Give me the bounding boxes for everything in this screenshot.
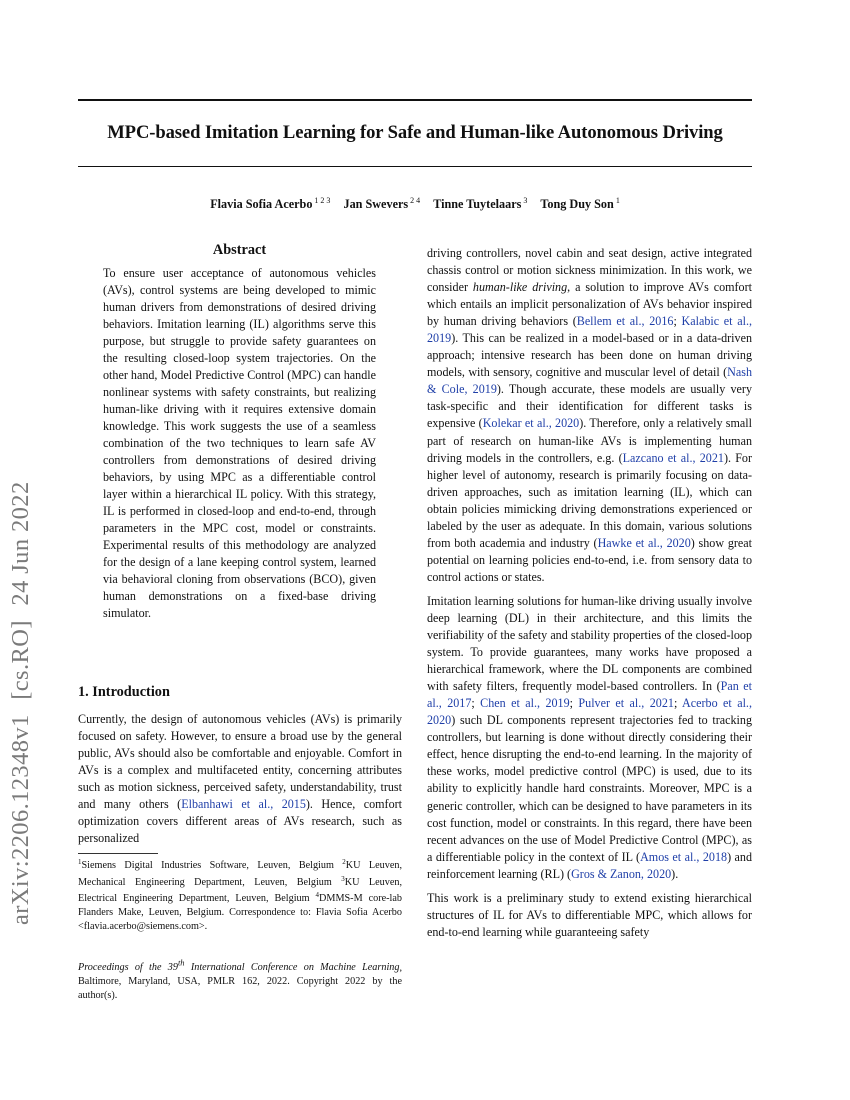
title-bottom-rule xyxy=(78,166,752,167)
arxiv-watermark xyxy=(1,225,41,925)
abstract-heading: Abstract xyxy=(212,242,267,258)
footnote-text: Siemens Digital Industries Software, Leuven, Belgium xyxy=(81,860,343,871)
body-text: ) such DL components represent trajectories fed to tracking controllers, but learning is done without directly considering their effect, hence disrupting the end-to-end learning. In the majority of these works, model predictive control (MPC) is used, due to its ability to explicitly handle hard constraints. Moreover, MPC is a generic controller, which can be designed to have parameters in its cost function, model or constraints. In this regard, there have been recent advances on the use of Model Predictive Control (MPC), as a differentiable policy in the context of IL ( xyxy=(427,713,752,864)
separator: ; xyxy=(471,696,481,711)
footnote-marker: 4 xyxy=(315,891,320,900)
affiliation-footnotes xyxy=(78,856,402,934)
body-text: ). For higher level of autonomy, research is primarily focusing on data-driven approaches, such as imitation learning (IL), which can obtain policies mimicking driving demonstrations experienced or labeled by the user as adequate. In this domain, various solutions from both academia and industry ( xyxy=(427,450,753,550)
emphasis-text: human-like driving xyxy=(472,280,568,295)
footnote-divider xyxy=(78,853,158,854)
body-text: ) and reinforcement learning (RL) ( xyxy=(427,849,753,881)
footnote-marker: 3 xyxy=(341,874,345,883)
footnote-marker: 1 xyxy=(78,858,82,866)
citation-link[interactable]: Elbanhawi et al., 2015 xyxy=(181,797,306,811)
intro-text: ). Hence, comfort optimization covers different areas of AVs research, such as personalized xyxy=(78,797,403,845)
proceedings-text: , Baltimore, Maryland, USA, PMLR 162, 2022. Copyright 2022 by the author(s). xyxy=(78,962,403,1001)
citation-link[interactable]: Kolekar et al., 2020 xyxy=(482,416,580,431)
proceedings-superscript: th xyxy=(177,958,185,968)
citation-link[interactable]: Pan et al., 2017 xyxy=(427,679,752,711)
author-affiliation: 1 2 3 xyxy=(314,196,331,205)
body-text: ). Therefore, only a relatively small part of research on human-like AVs is implementing human driving models in the controllers, e.g. ( xyxy=(427,416,752,465)
citation-link[interactable]: Hawke et al., 2020 xyxy=(597,535,691,550)
author-1 xyxy=(210,197,330,211)
citation-link[interactable]: Nash & Cole, 2019 xyxy=(427,365,752,397)
author-affiliation: 3 xyxy=(523,196,528,205)
body-text: ) show great potential on learning policies end-to-end, i.e. from sensory data to control actions or states. xyxy=(427,535,752,584)
arxiv-date: 24 Jun 2022 xyxy=(7,481,34,606)
body-text: ). This can be realized in a model-based or in a data-driven approach; intensive research has been done on human driving models, with sensory, cognitive and muscular level of detail ( xyxy=(427,331,752,380)
body-text: , a solution to improve AVs comfort which entails an implicit personalization of AVs behavior inspired by human driving behaviors ( xyxy=(427,280,752,329)
proceedings-text: International Conference on Machine Learning xyxy=(184,962,400,974)
body-paragraph-3: This work is a preliminary study to extend existing hierarchical structures of IL for AVs to differentiable MPC, which allows for end-to-end learning while guaranteeing safety xyxy=(427,890,752,939)
proceedings-text: Proceedings of the 39 xyxy=(78,962,178,974)
footnote-marker: 2 xyxy=(342,858,346,866)
arxiv-id: arXiv:2206.12348v1 xyxy=(7,714,34,925)
author-4 xyxy=(540,197,619,211)
proceedings-notice xyxy=(78,957,402,1003)
author-affiliation: 1 xyxy=(615,196,620,205)
footnote-text: KU Leuven, Mechanical Engineering Department, Leuven, Belgium xyxy=(78,860,402,888)
author-list xyxy=(78,196,752,212)
right-column xyxy=(427,245,752,948)
introduction-heading: 1. Introduction xyxy=(78,684,170,700)
citation-link[interactable]: Gros & Zanon, 2020 xyxy=(571,866,672,881)
citation-link[interactable]: Acerbo et al., 2020 xyxy=(427,696,752,728)
separator: ; xyxy=(569,696,579,711)
body-text: ). xyxy=(671,866,679,881)
paper-title: MPC-based Imitation Learning for Safe and Human-like Autonomous Driving xyxy=(107,122,723,143)
footnote-text: DMMS-M core-lab Flanders Make, Leuven, Belgium. Correspondence to: Flavia Sofia Acerbo <flavia.acerbo@siemens.com>. xyxy=(78,893,402,932)
footnote-text: KU Leuven, Electrical Engineering Department, Leuven, Belgium xyxy=(78,876,403,905)
title-top-rule xyxy=(78,99,752,101)
body-paragraph-1 xyxy=(427,245,752,586)
citation-link[interactable]: Chen et al., 2019 xyxy=(480,696,570,711)
arxiv-category: [cs.RO] xyxy=(7,620,34,700)
introduction-paragraph xyxy=(78,711,402,847)
separator: ; xyxy=(673,696,683,711)
author-affiliation: 2 4 xyxy=(410,196,421,205)
body-text: Imitation learning solutions for human-like driving usually involve deep learning (DL) in their architecture, and this limits the verifiability of the safety and stability properties of the closed-loop system. To provide guarantees, many works have proposed a hierarchical framework, where the DL components are combined with safety filters, frequently model-based controllers. In ( xyxy=(427,593,752,694)
author-name: Jan Swevers xyxy=(343,197,409,211)
citation-link[interactable]: Kalabic et al., 2019 xyxy=(427,314,752,346)
body-paragraph-2 xyxy=(427,593,752,883)
author-name: Flavia Sofia Acerbo xyxy=(210,197,313,211)
body-text: driving controllers, novel cabin and seat design, active integrated chassis control or motion sickness minimization. In this work, we consider xyxy=(427,246,752,295)
citation-link[interactable]: Bellem et al., 2016 xyxy=(576,314,674,329)
citation-link[interactable]: Lazcano et al., 2021 xyxy=(622,450,724,465)
author-3 xyxy=(433,197,527,211)
citation-link[interactable]: Pulver et al., 2021 xyxy=(578,696,674,711)
separator: ; xyxy=(673,314,682,329)
intro-text: Currently, the design of autonomous vehicles (AVs) is primarily focused on safety. However, to ensure a broad use by the general public, AVs should also be comfortable and enjoyable. Comfort in AVs is a complex and multifaceted entity, concerning attributes such as motion sickness, perceived safety, understandability, trust and many others ( xyxy=(78,712,402,811)
author-name: Tinne Tuytelaars xyxy=(433,197,522,211)
citation-link[interactable]: Amos et al., 2018 xyxy=(640,849,728,864)
abstract-text: To ensure user acceptance of autonomous vehicles (AVs), control systems are being developed to mimic human drivers from demonstrations of desired driving behaviors. Imitation learning (IL) algorithms serve this purpose, but struggle to provide safety guarantees on the resulting closed-loop system trajectories. On the other hand, Model Predictive Control (MPC) can handle nonlinear systems with safety constraints, but realizing human-like driving with it requires extensive domain knowledge. This work suggests the use of a seamless combination of the two techniques to learn safe AV controllers from demonstrations of desired driving behaviors, by using MPC as a differentiable control layer within a hierarchical IL policy. With this strategy, IL is performed in closed-loop and end-to-end, through parameters in the MPC cost, model or constraints. Experimental results of this methodology are analyzed for the design of a lane keeping control system, learned via behavioral cloning from observations (BCO), given human demonstrations on a fixed-base driving simulator. xyxy=(103,266,376,620)
body-text: ). Though accurate, these models are usually very task-specific and their identification for different tasks is expensive ( xyxy=(427,382,752,431)
author-2 xyxy=(343,197,420,211)
author-name: Tong Duy Son xyxy=(540,197,614,211)
